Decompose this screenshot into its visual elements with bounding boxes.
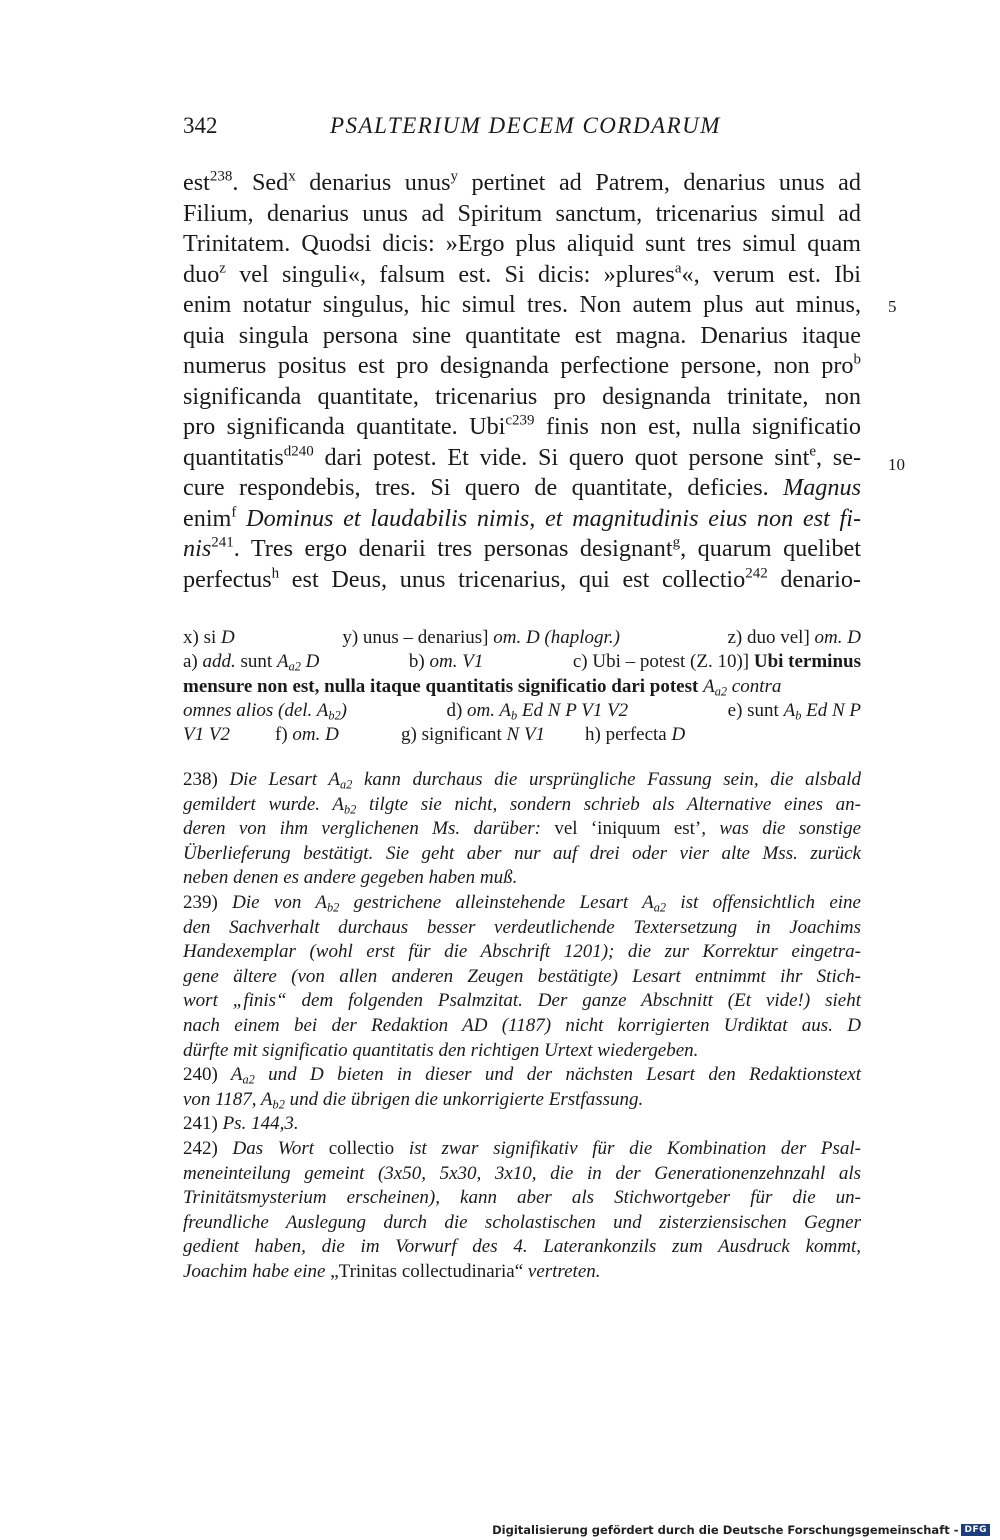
main-line: significanda quantitate, tricenarius pro designanda trinitate, non xyxy=(183,382,861,410)
footnote-line: freundliche Auslegung durch die scholastischen und zisterziensischen Gegner xyxy=(183,1211,861,1233)
footnote-line: dürfte mit significatio quantitatis den richtigen Urtext wiedergeben. xyxy=(183,1039,699,1061)
main-line: pro significanda quantitate. Ubi$^{c239}$ finis non est, nulla significatio xyxy=(183,412,861,440)
main-line: duo$^z$ vel singuli«, falsum est. Si dicis: »plures$^a$«, verum est. Ibi xyxy=(183,260,861,288)
footnote-line: wort „finis“ dem folgenden Psalmzitat. Der ganze Abschnitt (Et vide!) sieht xyxy=(183,990,861,1012)
main-line: Trinitatem. Quodsi dicis: »Ergo plus aliquid sunt tres simul quam xyxy=(183,230,861,257)
footnote-line: Überlieferung bestätigt. Sie geht aber nur auf drei oder vier alte Mss. zurück xyxy=(183,842,861,864)
apparatus-line: x) si D y) unus – denarius] om. D (haplogr.) z) duo vel] om. D xyxy=(183,627,861,648)
main-line: numerus positus est pro designanda perfectione persone, non pro$^b$ xyxy=(183,351,861,379)
line-number-10: 10 xyxy=(888,455,905,474)
footnote-line: gene ältere (von allen anderen Zeugen bestätigte) Lesart entnimmt ihr Stich- xyxy=(183,965,861,987)
footer-text: Digitalisierung gefördert durch die Deutsche Forschungsgemeinschaft - xyxy=(492,1523,959,1537)
footnote-line: Joachim habe eine „Trinitas collectudinaria“ vertreten. xyxy=(183,1260,601,1282)
footnote-line: gemildert wurde. $A_{b2}$ tilgte sie nicht, sondern schrieb als Alternative eines an- xyxy=(183,793,861,817)
footnote-line: 239) Die von $A_{b2}$ gestrichene alleinstehende Lesart $A_{a2}$ ist offensichtlich eine xyxy=(183,891,861,915)
main-text xyxy=(183,168,861,595)
main-line: quia singula persona sine quantitate est magna. Denarius itaque xyxy=(183,321,861,349)
footnote-line: 242) Das Wort collectio ist zwar signifikativ für die Kombination der Psal- xyxy=(183,1137,861,1159)
apparatus-line: V1 V2 f) om. D g) significant N V1 h) perfecta D xyxy=(183,724,686,746)
footnote-line: 240) $A_{a2}$ und D bieten in dieser und der nächsten Lesart den Redaktionstext xyxy=(183,1064,861,1087)
main-line: perfectus$^h$ est Deus, unus tricenarius, qui est collectio$^{242}$ denario- xyxy=(183,565,861,593)
main-line: enim notatur singulus, hic simul tres. Non autem plus aut minus, xyxy=(183,291,861,318)
main-line: Filium, denarius unus ad Spiritum sanctum, tricenarius simul ad xyxy=(183,199,861,227)
footnote-line: von 1187, $A_{b2}$ und die übrigen die unkorrigierte Erstfassung. xyxy=(183,1088,644,1112)
footnote-line: neben denen es andere gegeben haben muß. xyxy=(183,867,518,889)
footnote-line: gedient haben, die im Vorwurf des 4. Laterankonzils zum Ausdruck kommt, xyxy=(183,1236,861,1258)
footnote-line: 241) Ps. 144,3. xyxy=(183,1113,299,1135)
apparatus-line: omnes alios (del. $A_{b2}$) d) om. $A_b$ Ed N P V1 V2 e) sunt $A_b$ Ed N P xyxy=(183,699,861,723)
critical-apparatus xyxy=(183,626,861,747)
page-number: 342 xyxy=(183,113,218,138)
main-line: quantitatis$^{d240}$ dari potest. Et vide. Si quero quot persone sint$^e$, se- xyxy=(183,443,861,471)
footnote-line: Trinitätsmysterium erscheinen), kann aber als Stichwortgeber für die un- xyxy=(183,1187,861,1209)
main-line: nis$^{241}$. Tres ergo denarii tres personas designant$^g$, quarum quelibet xyxy=(183,534,861,562)
footnote-line: 238) Die Lesart $A_{a2}$ kann durchaus die ursprüngliche Fassung sein, die alsbald xyxy=(183,769,861,792)
line-number-5: 5 xyxy=(888,297,897,316)
running-title: PSALTERIUM DECEM CORDARUM xyxy=(330,113,721,138)
main-line: enim$^f$ Dominus et laudabilis nimis, et magnitudinis eius non est fi- xyxy=(183,504,862,532)
footnote-line: den Sachverhalt durchaus besser verdeutlichende Textersetzung in Joachims xyxy=(183,916,861,938)
main-line: cure respondebis, tres. Si quero de quantitate, deficies. Magnus xyxy=(183,474,861,501)
footnote-line: Handexemplar (wohl erst für die Abschrift 1201); die zur Korrektur eingetra- xyxy=(183,941,861,963)
dfg-logo: DFG xyxy=(961,1524,990,1536)
footnote-line: nach einem bei der Redaktion AD (1187) nicht korrigierten Urdiktat aus. D xyxy=(183,1014,861,1036)
apparatus-line: a) add. sunt $A_{a2}$ D b) om. V1 c) Ubi – potest (Z. 10)] Ubi terminus xyxy=(183,651,861,674)
footnote-line: deren von ihm verglichenen Ms. darüber: vel ‘iniquum est’, was die sonstige xyxy=(183,818,861,840)
apparatus-line: mensure non est, nulla itaque quantitatis significatio dari potest $A_{a2}$ contra xyxy=(183,675,782,699)
footnote-line: meneinteilung gemeint (3x50, 5x30, 3x10, die in der Generationenzehnzahl als xyxy=(183,1162,861,1184)
main-line: est$^{238}$. Sed$^x$ denarius unus$^y$ pertinet ad Patrem, denarius unus ad xyxy=(183,168,861,196)
footnotes xyxy=(183,768,861,1284)
digitization-footer xyxy=(492,1523,990,1537)
